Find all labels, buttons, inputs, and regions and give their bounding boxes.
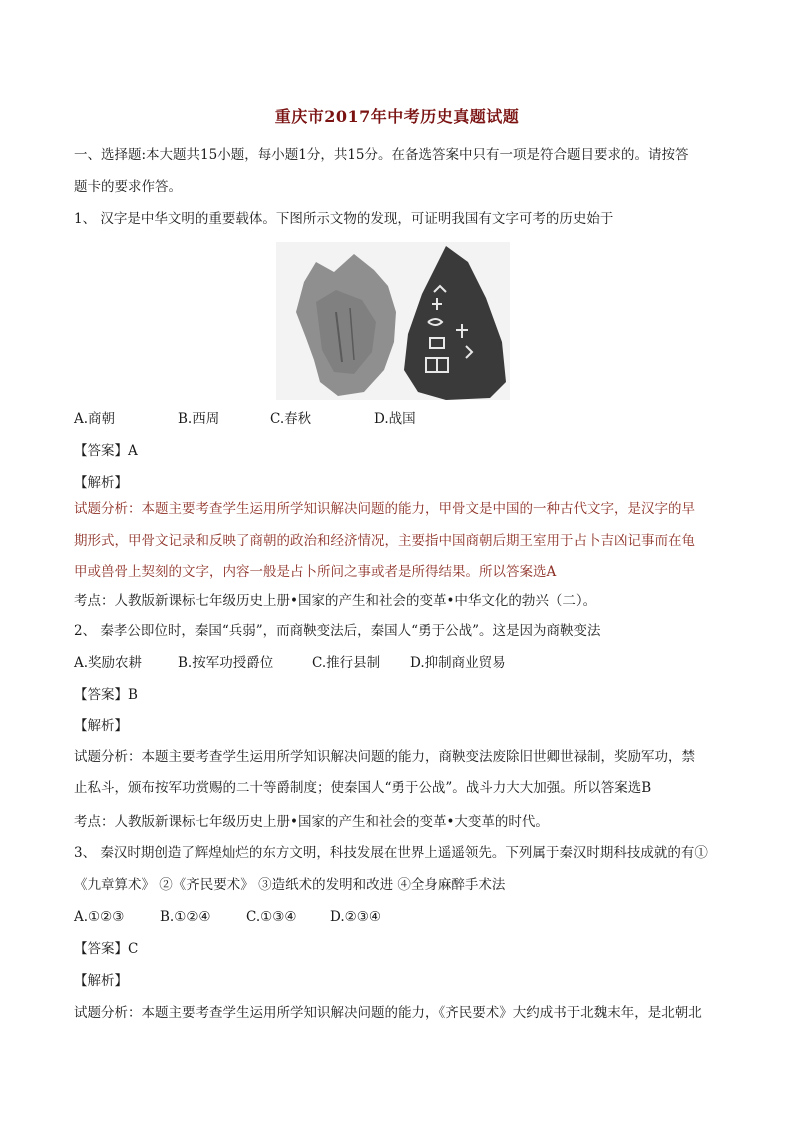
q1-option-c: C.春秋 <box>270 411 312 427</box>
question-3-answer: 【答案】C <box>74 941 139 957</box>
q1-option-a: A.商朝 <box>74 411 116 427</box>
question-2-analysis-line-2: 止私斗，颁布按军功赏赐的二十等爵制度；使秦国人“勇于公战”。战斗力大大加强。所以答案选B <box>74 780 652 796</box>
q3-option-b: B.①②④ <box>160 909 211 925</box>
question-1-analysis-line-3: 甲或兽骨上契刻的文字，内容一般是占卜所问之事或者是所得结果。所以答案选A <box>74 564 557 580</box>
question-2-analysis-line-1: 试题分析：本题主要考查学生运用所学知识解决问题的能力，商鞅变法废除旧世卿世禄制，奖励军功，禁 <box>74 749 695 765</box>
oracle-bone-image <box>276 242 510 400</box>
question-1-answer: 【答案】A <box>74 443 138 459</box>
q3-option-c: C.①③④ <box>246 909 297 925</box>
question-3-analysis-line-1: 试题分析：本题主要考查学生运用所学知识解决问题的能力，《齐民要术》大约成书于北魏末年，是北朝北 <box>74 1005 702 1021</box>
question-2-answer: 【答案】B <box>74 687 138 703</box>
q2-option-d: D.抑制商业贸易 <box>410 655 506 671</box>
question-2-stem: 2、 秦孝公即位时，秦国“兵弱”，而商鞅变法后，秦国人“勇于公战”。这是因为商鞅变法 <box>74 623 601 639</box>
question-1-analysis-line-1: 试题分析：本题主要考查学生运用所学知识解决问题的能力，甲骨文是中国的一种古代文字，是汉字的早 <box>74 501 695 517</box>
question-3-stem-line-2: 《九章算术》 ②《齐民要术》 ③造纸术的发明和改进 ④全身麻醉手术法 <box>74 877 506 893</box>
question-2-analysis-label: 【解析】 <box>74 718 128 734</box>
question-3-stem-line-1: 3、 秦汉时期创造了辉煌灿烂的东方文明，科技发展在世界上遥遥领先。下列属于秦汉时期科技成就的有① <box>74 845 708 861</box>
question-3-options <box>74 908 734 926</box>
q2-option-a: A.奖励农耕 <box>74 655 143 671</box>
page-title: 重庆市2017年中考历史真题试题 <box>274 107 520 126</box>
question-1-analysis-line-2: 期形式，甲骨文记录和反映了商朝的政治和经济情况，主要指中国商朝后期王室用于占卜吉凶记事而在龟 <box>74 533 695 549</box>
question-3-analysis-label: 【解析】 <box>74 973 128 989</box>
question-1-stem: 1、 汉字是中华文明的重要载体。下图所示文物的发现，可证明我国有文字可考的历史始于 <box>74 211 614 227</box>
q3-option-d: D.②③④ <box>330 909 381 925</box>
question-1-analysis-label: 【解析】 <box>74 475 128 491</box>
q3-option-a: A.①②③ <box>74 909 125 925</box>
q2-option-b: B.按军功授爵位 <box>178 655 274 671</box>
question-1-options <box>74 410 734 428</box>
question-2-point: 考点：人教版新课标七年级历史上册•国家的产生和社会的变革•大变革的时代。 <box>74 814 549 830</box>
section-intro-line-1: 一、选择题:本大题共15小题，每小题1分，共15分。在备选答案中只有一项是符合题目要求的。请按答 <box>74 147 689 163</box>
question-1-point: 考点：人教版新课标七年级历史上册•国家的产生和社会的变革•中华文化的勃兴（二）。 <box>74 593 597 609</box>
q1-option-b: B.西周 <box>178 411 220 427</box>
question-2-options <box>74 654 734 672</box>
section-intro-line-2: 题卡的要求作答。 <box>74 179 182 195</box>
q2-option-c: C.推行县制 <box>312 655 381 671</box>
q1-option-d: D.战国 <box>374 411 416 427</box>
